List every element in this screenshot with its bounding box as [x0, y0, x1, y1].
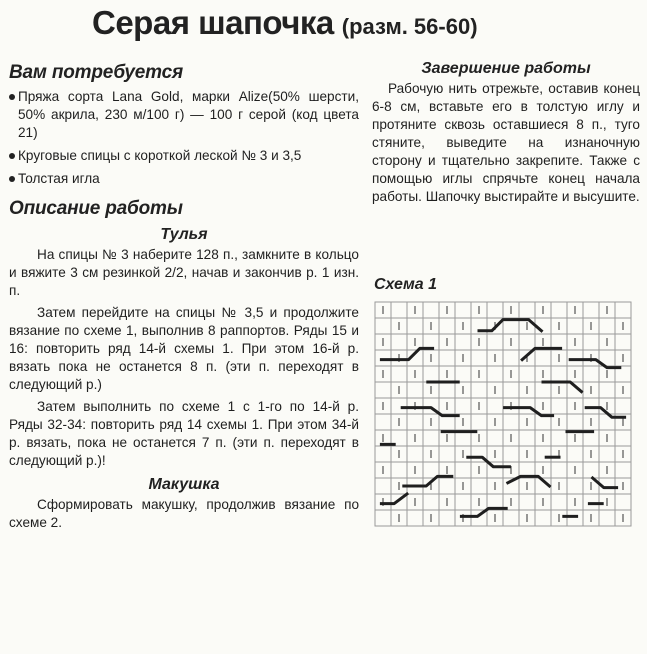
- crown-paragraph: На спицы № 3 наберите 128 п., замкните в кольцо и вяжите 3 см резинкой 2/2, начав и закончив р. 1 изн. п.: [9, 247, 359, 298]
- page-title: [92, 4, 478, 42]
- requirement-item: Толстая игла: [9, 170, 359, 188]
- top-heading: Макушка: [148, 476, 220, 493]
- title-main: Серая шапочка: [92, 4, 334, 41]
- requirements-heading: Вам потребуется: [9, 62, 183, 83]
- scheme-chart: [372, 298, 634, 535]
- crown-paragraph: Затем выполнить по схеме 1 с 1-го по 14-й р. Ряды 32-34: повторить ряд 14 схемы 1. При этом 34-й р. вязать, пока не останется 7 п. (эти п. переходят в следующий р.)!: [9, 399, 359, 468]
- scheme-grid: [372, 298, 634, 530]
- finishing-paragraph: Рабочую нить отрежьте, оставив конец 6-8 см, вставьте его в толстую иглу и протяните сквозь оставшиеся 8 п., туго стяните, выведите на изнаночную сторону и тщательно закрепите. Также с помощью иглы спрячьте конец начала работы. Шапочку выстирайте и высушите.: [372, 81, 640, 204]
- left-column: [9, 62, 359, 532]
- description-heading: Описание работы: [9, 198, 183, 219]
- requirements-list: [9, 88, 359, 188]
- top-paragraph: Сформировать макушку, продолжив вязание по схеме 2.: [9, 497, 359, 530]
- right-column: [372, 60, 640, 206]
- scheme-title: Схема 1: [374, 276, 438, 293]
- requirement-item: Круговые спицы с короткой леской № 3 и 3,5: [9, 147, 359, 165]
- title-size: (разм. 56-60): [341, 14, 478, 39]
- finishing-heading: Завершение работы: [421, 60, 591, 77]
- crown-paragraph: Затем перейдите на спицы № 3,5 и продолжите вязание по схеме 1, выполнив 8 раппортов. Ряды 15 и 16: повторить ряд 14-й схемы 1. При этом 16-й р. вязать пока не останется 8 п. (эти п. переходят в следующий р.): [9, 305, 359, 392]
- requirement-item: Пряжа сорта Lana Gold, марки Alize(50% шерсти, 50% акрила, 230 м/100 г) — 100 г серой (код цвета 21): [9, 88, 359, 142]
- crown-heading: Тулья: [160, 226, 208, 243]
